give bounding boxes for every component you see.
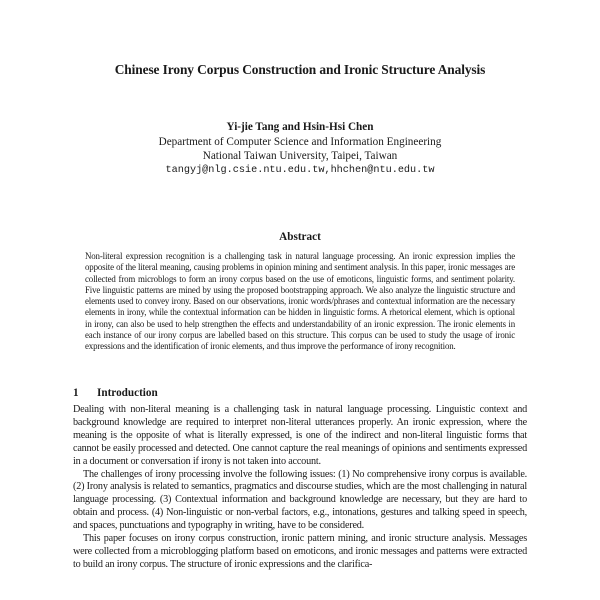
- section-number: 1: [73, 387, 79, 399]
- abstract-heading: Abstract: [279, 231, 321, 243]
- author-block: [0, 120, 600, 178]
- section-heading-introduction: [73, 387, 158, 399]
- author-emails: tangyj@nlg.csie.ntu.edu.tw,hhchen@ntu.edu.tw: [165, 164, 435, 176]
- section-title: Introduction: [97, 387, 158, 399]
- paragraph: Dealing with non-literal meaning is a challenging task in natural language processing. Linguistic context and background knowledge are required to interpret non-literal utterances properly. An ironic expression, where the meaning is the opposite of what is literally expressed, is one of the indirect and non-literal linguistic forms that cannot be easily processed and detected. One cannot capture the real meanings of opinions and sentiments expressed in a document or conversation if irony is not taken into account.: [73, 404, 527, 467]
- author-names: Yi-jie Tang and Hsin-Hsi Chen: [226, 121, 374, 133]
- paragraph: The challenges of irony processing involve the following issues: (1) No comprehensive irony corpus is available. (2) Irony analysis is related to semantics, pragmatics and discourse studies, which are the most challenging in natural language processing. (3) Contextual information and background knowledge are necessary, but they are hard to obtain and process. (4) Non-linguistic or non-verbal factors, e.g., intonations, gestures and talking speed in speech, and spaces, punctuations and typography in writing, have to be considered.: [73, 468, 527, 532]
- introduction-body: [73, 404, 527, 572]
- author-department: Department of Computer Science and Information Engineering: [158, 135, 442, 148]
- abstract-text: Non-literal expression recognition is a challenging task in natural language processing. An ironic expression implies the opposite of the literal meaning, causing problems in opinion mining and sentiment analysis. In this paper, ironic messages are collected from microblogs to form an irony corpus based on the use of emoticons, linguistic forms, and sentiment polarity. Five linguistic patterns are mined by using the proposed bootstrapping approach. We also analyze the linguistic structure and elements used to convey irony. Based on our observations, ironic words/phrases and contextual information are the necessary elements in irony, while the contextual information can be hidden in linguistic forms. A rhetorical element, which is optional in irony, can also be used to help strengthen the effects and understandability of an ironic expression. The ironic elements in each instance of our irony corpus are labelled based on this structure. This corpus can be used to study the usage of ironic expressions and the identification of ironic elements, and thus improve the performance of irony recognition.: [85, 251, 515, 352]
- paper-title: Chinese Irony Corpus Construction and Ironic Structure Analysis: [114, 62, 486, 77]
- paragraph: This paper focuses on irony corpus construction, ironic pattern mining, and ironic structure analysis. Messages were collected from a microblogging platform based on emoticons, and ironic messages and patterns were extracted to build an irony corpus. The structure of ironic expressions and the clarifica-: [73, 533, 527, 570]
- author-university: National Taiwan University, Taipei, Taiwan: [202, 150, 398, 162]
